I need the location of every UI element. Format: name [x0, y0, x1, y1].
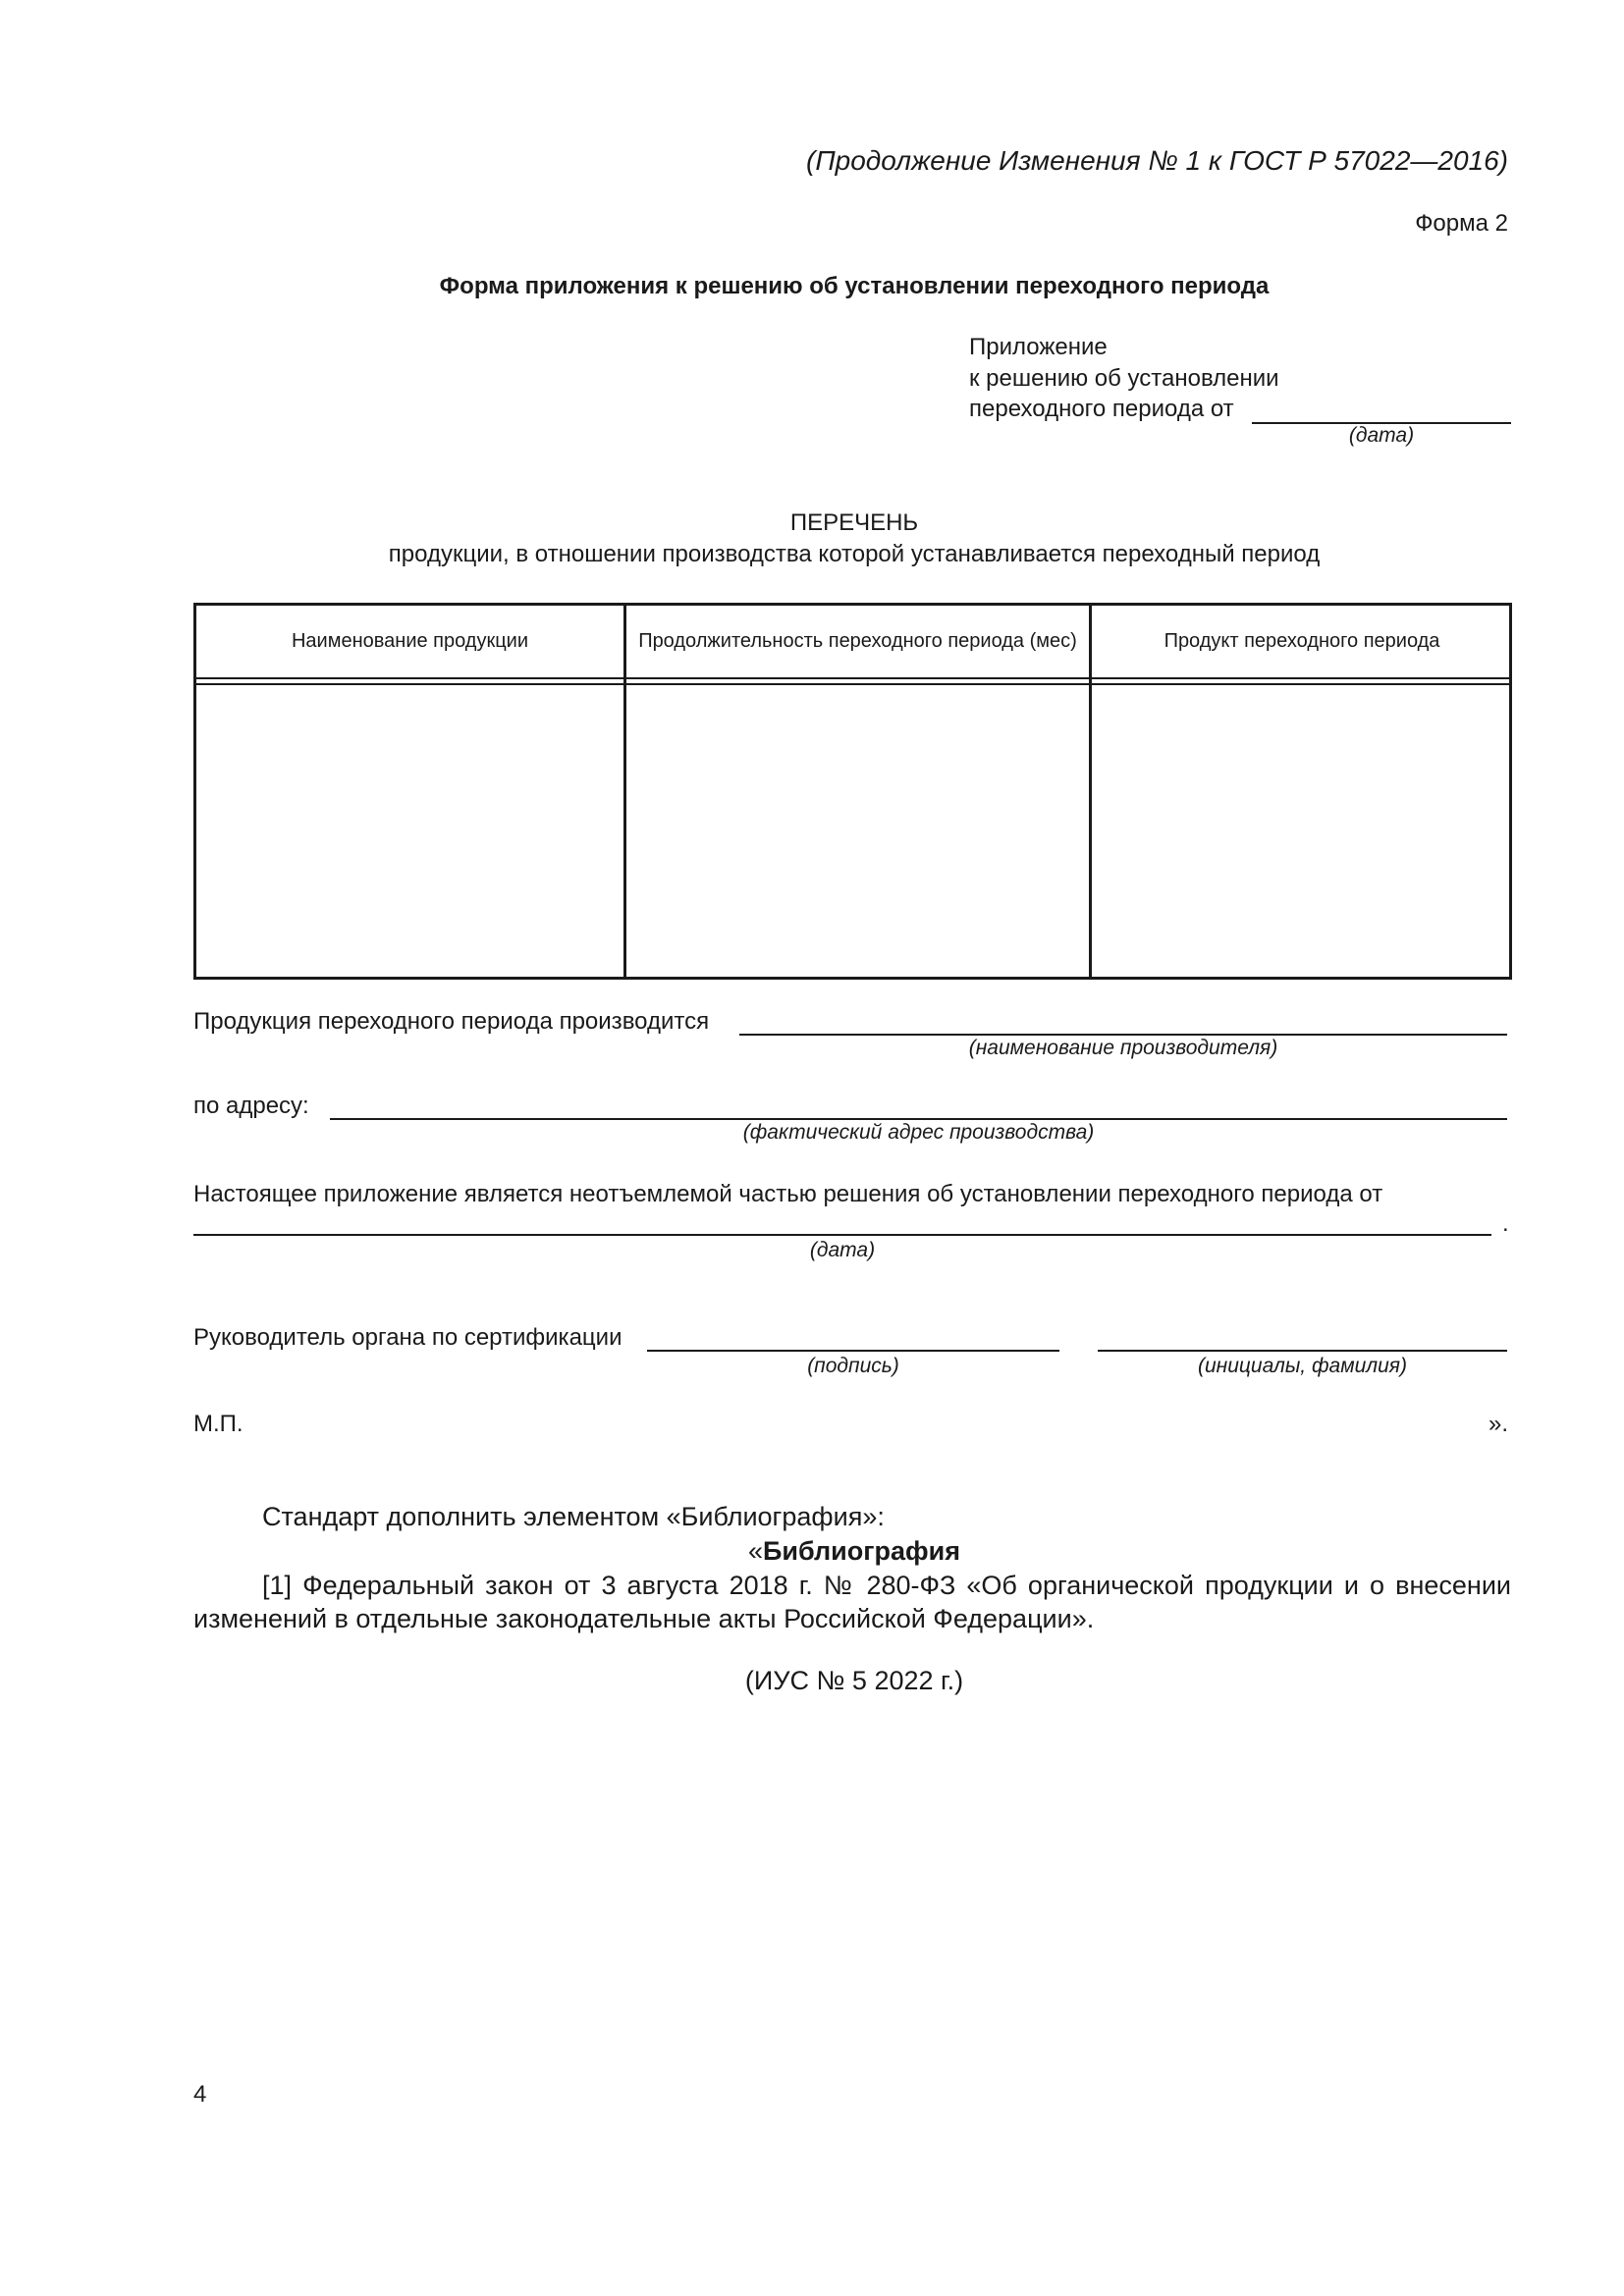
list-title: ПЕРЕЧЕНЬ [789, 509, 919, 536]
continuation-note: (Продолжение Изменения № 1 к ГОСТ Р 57022—2016) [806, 145, 1508, 176]
appendix-heading: Приложение [969, 334, 1108, 360]
address-field[interactable] [330, 1118, 1507, 1120]
ius-note: (ИУС № 5 2022 г.) [744, 1666, 964, 1695]
form-title: Форма приложения к решению об установлении переходного периода [439, 273, 1270, 299]
name-field[interactable] [1098, 1350, 1507, 1352]
list-subtitle: продукции, в отношении производства которой устанавливается переходный период [388, 541, 1321, 567]
table-header-transition-product: Продукт переходного периода [1164, 630, 1440, 652]
bibliography-title [0, 1536, 1624, 1567]
table-header-period-duration: Продолжительность переходного периода (мес) [638, 630, 1077, 652]
product-table [193, 603, 1512, 980]
address-caption: (фактический адрес производства) [742, 1121, 1095, 1144]
table-header-divider [196, 683, 1509, 685]
table-header-product-name: Наименование продукции [291, 630, 529, 652]
stamp-placeholder: М.П. [193, 1411, 244, 1437]
supplement-note: Стандарт дополнить элементом «Библиография»: [262, 1502, 885, 1531]
producer-field[interactable] [739, 1034, 1507, 1036]
table-header-divider [196, 677, 1509, 679]
page-number: 4 [193, 2081, 207, 2108]
producer-label: Продукция переходного периода производится [193, 1008, 710, 1035]
signature-caption: (подпись) [807, 1355, 899, 1377]
form-number: Форма 2 [1415, 210, 1508, 237]
bibliography-entry: [1] Федеральный закон от 3 августа 2018 г. № 280-ФЗ «Об органической продукции и о внесении изменений в отдельные законодательные акты Российской Федерации». [193, 1571, 1511, 1633]
address-label: по адресу: [193, 1093, 309, 1119]
statement-date-field[interactable] [193, 1234, 1491, 1236]
closing-quote: ». [1488, 1411, 1508, 1437]
signature-field[interactable] [647, 1350, 1059, 1352]
appendix-period-label: переходного периода от [969, 396, 1234, 422]
bibliography-title-quote: « [747, 1536, 764, 1566]
statement-date-caption: (дата) [809, 1239, 876, 1261]
head-label: Руководитель органа по сертификации [193, 1324, 623, 1351]
name-caption: (инициалы, фамилия) [1197, 1355, 1408, 1377]
producer-caption: (наименование производителя) [968, 1037, 1278, 1059]
appendix-date-caption: (дата) [1348, 424, 1415, 447]
appendix-reference: к решению об установлении [969, 365, 1279, 392]
statement-end: . [1502, 1210, 1509, 1237]
statement-text: Настоящее приложение является неотъемлемой частью решения об установлении переходного периода от [193, 1181, 1383, 1207]
bibliography-title-text: Библиография [763, 1536, 960, 1566]
